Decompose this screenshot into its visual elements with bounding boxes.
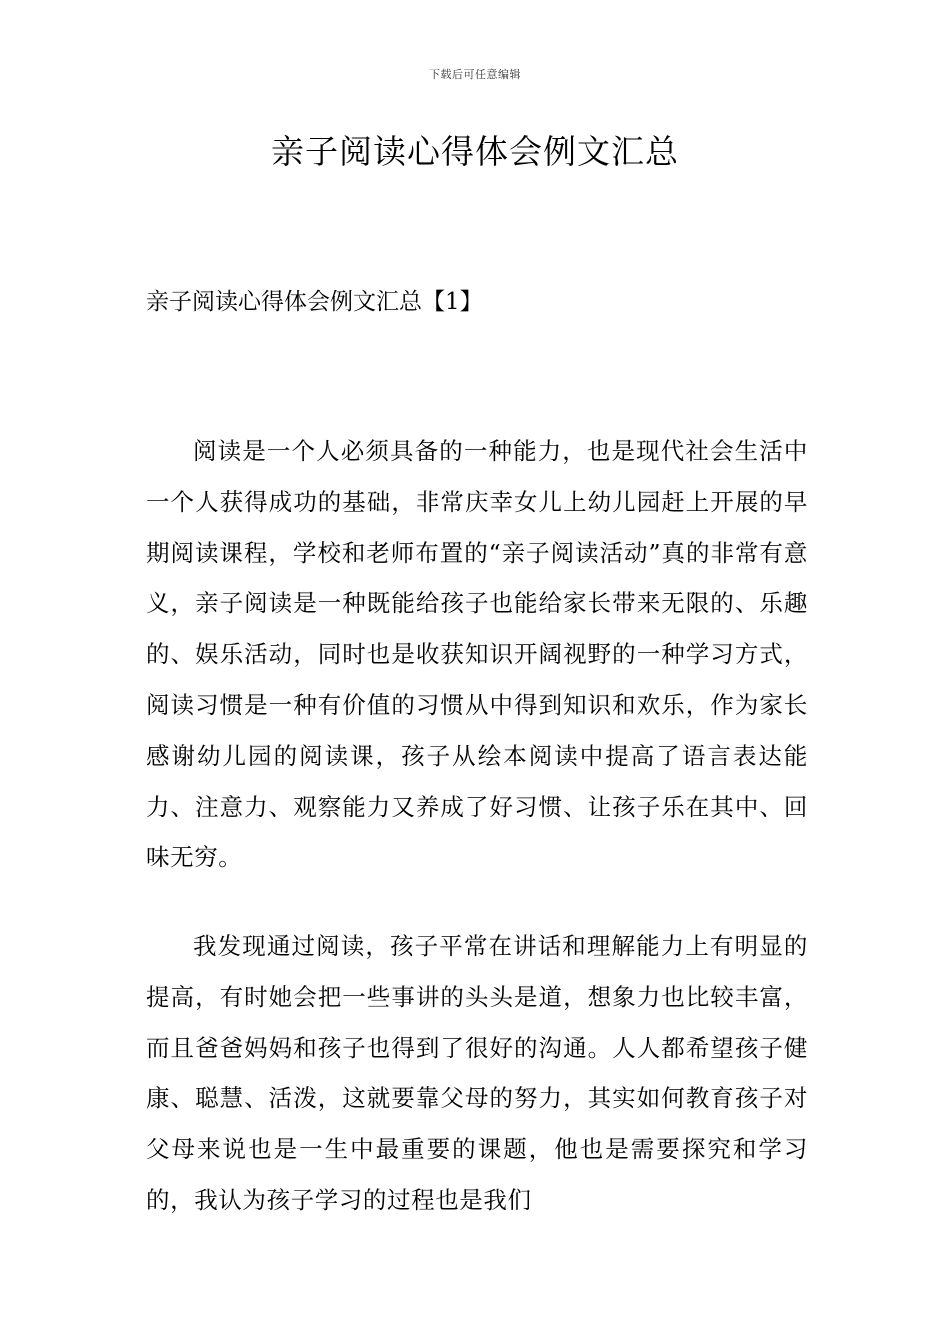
document-title: 亲子阅读心得体会例文汇总 xyxy=(271,132,679,171)
header-note: 下载后可任意编辑 xyxy=(429,68,521,81)
section-heading: 亲子阅读心得体会例文汇总【1】 xyxy=(146,289,483,315)
body-paragraph-1: 阅读是一个人必须具备的一种能力，也是现代社会生活中一个人获得成功的基础，非常庆幸女儿上幼儿园赶上开展的早期阅读课程，学校和老师布置的“亲子阅读活动”真的非常有意义，亲子阅读是一种既能给孩子也能给家长带来无限的、乐趣的、娱乐活动，同时也是收获知识开阔视野的一种学习方式，阅读习惯是一种有价值的习惯从中得到知识和欢乐，作为家长感谢幼儿园的阅读课，孩子从绘本阅读中提高了语言表达能力、注意力、观察能力又养成了好习惯、让孩子乐在其中、回味无穷。 xyxy=(146,437,808,872)
body-paragraph-2: 我发现通过阅读，孩子平常在讲话和理解能力上有明显的提高，有时她会把一些事讲的头头是道，想象力也比较丰富，而且爸爸妈妈和孩子也得到了很好的沟通。人人都希望孩子健康、聪慧、活泼，这就要靠父母的努力，其实如何教育孩子对父母来说也是一生中最重要的课题，他也是需要探究和学习的，我认为孩子学习的过程也是我们 xyxy=(146,932,808,1214)
